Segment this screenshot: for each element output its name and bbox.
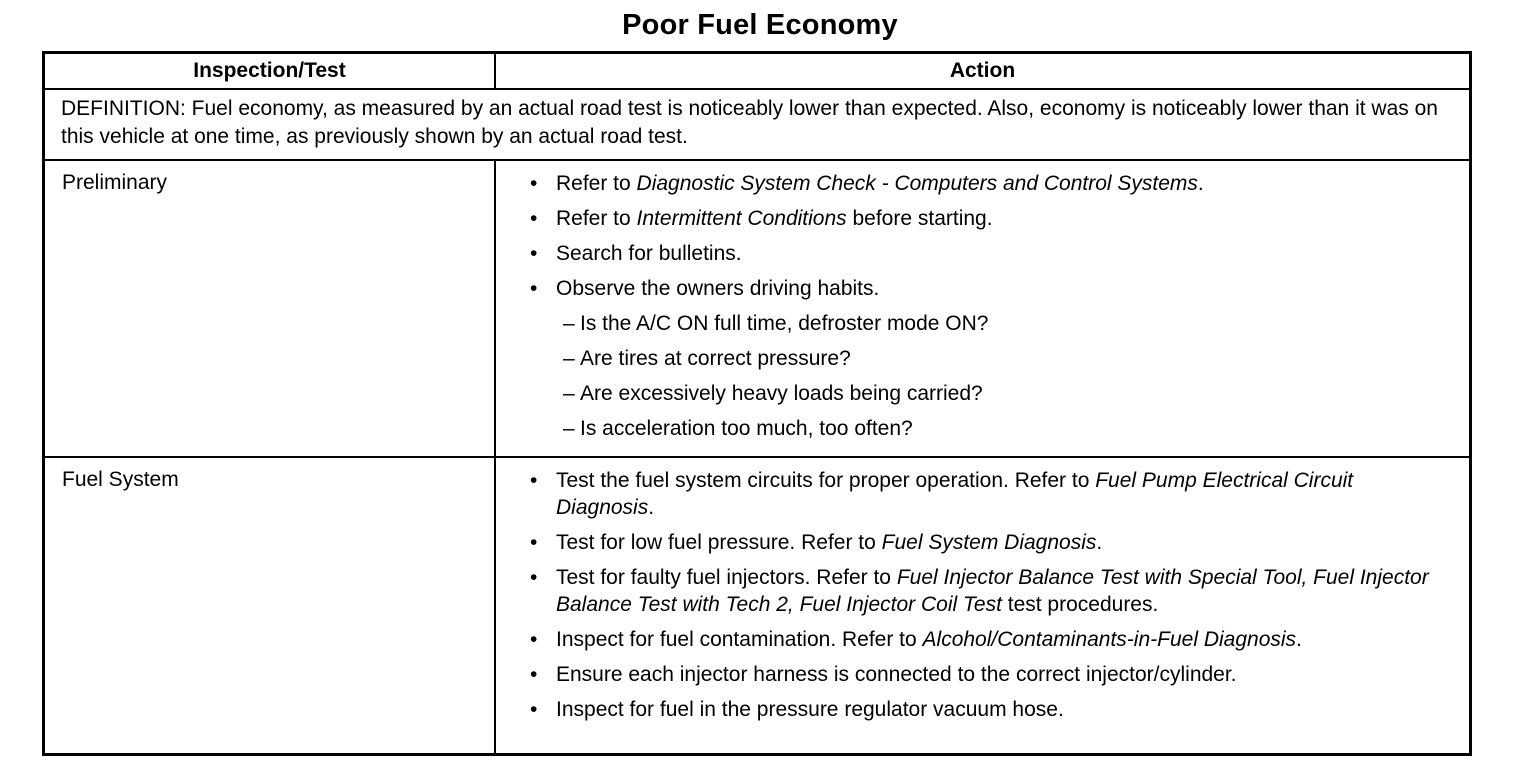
action-text: Inspect for fuel in the pressure regulator vacuum hose. bbox=[556, 698, 1064, 721]
reference-text: Fuel Injector Balance Test with Special Tool, Fuel Injector Balance Test with Tech 2, Fuel Injector Coil Test bbox=[556, 566, 1429, 616]
action-sub-item: – Are tires at correct pressure? bbox=[528, 345, 1449, 372]
reference-text: Intermittent Conditions bbox=[636, 207, 847, 230]
action-text: . bbox=[1296, 628, 1302, 651]
action-bullet bbox=[528, 564, 1449, 618]
action-text: Observe the owners driving habits. bbox=[556, 277, 880, 300]
page-title: Poor Fuel Economy bbox=[622, 9, 898, 41]
action-bullet bbox=[528, 529, 1449, 556]
action-cell bbox=[495, 457, 1471, 754]
action-bullet bbox=[528, 275, 1449, 302]
action-bullet bbox=[528, 467, 1449, 521]
action-text: Search for bulletins. bbox=[556, 242, 742, 265]
action-sub-item: – Are excessively heavy loads being carried? bbox=[528, 380, 1449, 407]
header-action: Action bbox=[495, 53, 1471, 90]
table-row bbox=[44, 160, 1471, 457]
diagnostic-table bbox=[42, 51, 1472, 756]
action-text: . bbox=[1197, 172, 1204, 195]
action-bullet bbox=[528, 170, 1449, 197]
action-text: Refer to bbox=[556, 172, 637, 195]
action-bullet bbox=[528, 696, 1449, 723]
action-sub-item: – Is acceleration too much, too often? bbox=[528, 415, 1449, 442]
action-sub-item: – Is the A/C ON full time, defroster mode ON? bbox=[528, 310, 1449, 337]
action-text: Refer to bbox=[556, 207, 637, 230]
table-row bbox=[44, 457, 1471, 754]
reference-text: Fuel Pump Electrical Circuit Diagnosis bbox=[556, 469, 1354, 519]
definition-text: DEFINITION: Fuel economy, as measured by an actual road test is noticeably lower than expected. Also, economy is noticeably lower than it was on this vehicle at one time, as previously shown by an actual road test. bbox=[44, 89, 1471, 160]
action-text: Inspect for fuel contamination. Refer to bbox=[556, 628, 923, 651]
action-text: . bbox=[1096, 531, 1103, 554]
action-text: before starting. bbox=[846, 207, 993, 230]
row-label-fuel-system: Fuel System bbox=[44, 457, 496, 754]
action-bullet bbox=[528, 661, 1449, 688]
action-text: test procedures. bbox=[1001, 593, 1159, 616]
reference-text: Fuel System Diagnosis bbox=[881, 531, 1097, 554]
header-inspection-test: Inspection/Test bbox=[44, 53, 496, 90]
row-label-preliminary: Preliminary bbox=[44, 160, 496, 457]
action-text: . bbox=[648, 496, 655, 519]
action-cell bbox=[495, 160, 1471, 457]
action-bullet bbox=[528, 626, 1449, 653]
action-bullet bbox=[528, 240, 1449, 267]
action-text: Test for low fuel pressure. Refer to bbox=[556, 531, 882, 554]
action-text: Test the fuel system circuits for proper operation. Refer to bbox=[556, 469, 1096, 492]
action-text: Ensure each injector harness is connected to the correct injector/cylinder. bbox=[556, 663, 1237, 686]
definition-row bbox=[44, 89, 1471, 160]
action-bullet bbox=[528, 205, 1449, 232]
reference-text: Alcohol/Contaminants-in-Fuel Diagnosis bbox=[922, 628, 1297, 651]
reference-text: Diagnostic System Check - Computers and Control Systems bbox=[636, 172, 1198, 195]
header-row bbox=[44, 53, 1471, 90]
action-text: Test for faulty fuel injectors. Refer to bbox=[556, 566, 897, 589]
